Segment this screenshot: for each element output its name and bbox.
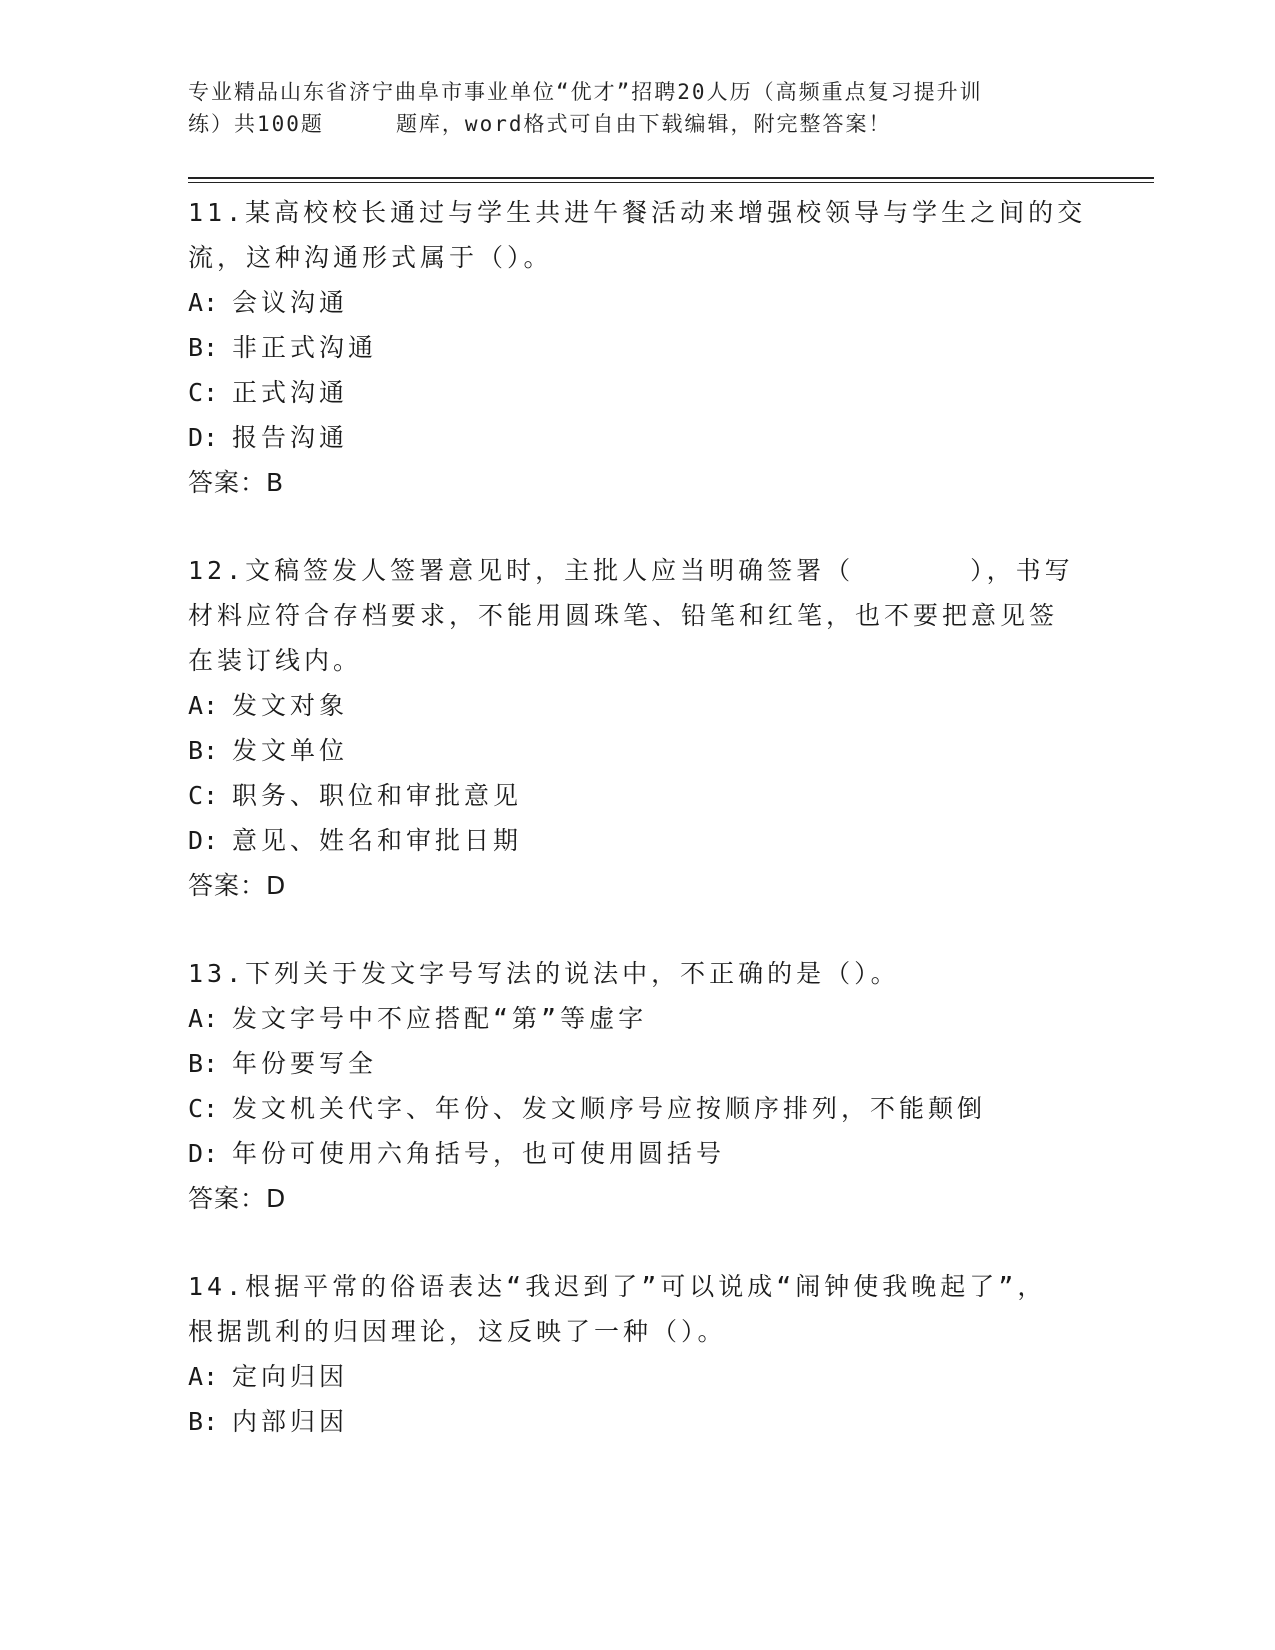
option-letter: B:: [188, 736, 219, 765]
question-text-line: 13.下列关于发文字号写法的说法中，不正确的是（）。: [188, 959, 900, 988]
question-text-line: 12.文稿签发人签署意见时，主批人应当明确签署（ ），书写: [188, 556, 1074, 585]
option-letter: B:: [188, 1049, 219, 1078]
question-text-line: 材料应符合存档要求，不能用圆珠笔、铅笔和红笔，也不要把意见签: [188, 601, 1059, 630]
option-letter: D:: [188, 423, 219, 452]
option-text: 会议沟通: [232, 288, 349, 317]
option-text: 正式沟通: [232, 378, 349, 407]
header-line-1: 专业精品山东省济宁曲阜市事业单位“优才”招聘20人历（高频重点复习提升训: [188, 80, 983, 104]
option-text: 报告沟通: [232, 423, 349, 452]
option-d: [188, 818, 1088, 863]
option-text: 年份要写全: [232, 1049, 378, 1078]
question-text-line: 流，这种沟通形式属于（）。: [188, 243, 553, 272]
option-letter: B:: [188, 333, 219, 362]
question-14: [188, 1264, 1088, 1444]
answer-line: 答案：D: [188, 1184, 287, 1213]
option-c: [188, 773, 1088, 818]
option-letter: C:: [188, 1094, 219, 1123]
header-line-2: [188, 108, 1088, 140]
header-line-2b: 题库，word格式可自由下载编辑，附完整答案！: [395, 112, 892, 136]
option-letter: A:: [188, 288, 219, 317]
answer-line: 答案：B: [188, 468, 285, 497]
option-letter: B:: [188, 1407, 219, 1436]
option-letter: D:: [188, 1139, 219, 1168]
option-text: 发文单位: [232, 736, 349, 765]
option-d: [188, 1131, 1088, 1176]
option-b: [188, 728, 1088, 773]
option-letter: C:: [188, 781, 219, 810]
option-text: 内部归因: [232, 1407, 349, 1436]
header-line-2a: 练）共100题: [188, 112, 324, 136]
answer-line: 答案：D: [188, 871, 287, 900]
option-a: [188, 280, 1088, 325]
document-header: [188, 76, 1088, 140]
question-13: [188, 951, 1088, 1221]
option-text: 年份可使用六角括号，也可使用圆括号: [232, 1139, 726, 1168]
option-d: [188, 415, 1088, 460]
question-text-line: 11.某高校校长通过与学生共进午餐活动来增强校领导与学生之间的交: [188, 198, 1087, 227]
option-a: [188, 683, 1088, 728]
option-letter: C:: [188, 378, 219, 407]
option-text: 定向归因: [232, 1362, 349, 1391]
question-11: [188, 190, 1088, 505]
option-b: [188, 325, 1088, 370]
option-letter: A:: [188, 1362, 219, 1391]
option-text: 发文机关代字、年份、发文顺序号应按顺序排列，不能颠倒: [232, 1094, 987, 1123]
option-c: [188, 1086, 1088, 1131]
header-divider-thin: [188, 182, 1154, 183]
question-text-line: 根据凯利的归因理论，这反映了一种（）。: [188, 1317, 727, 1346]
option-text: 发文对象: [232, 691, 349, 720]
question-list: [188, 190, 1088, 1444]
option-text: 非正式沟通: [232, 333, 378, 362]
option-b: [188, 1399, 1088, 1444]
option-a: [188, 1354, 1088, 1399]
option-text: 发文字号中不应搭配“第”等虚字: [232, 1004, 648, 1033]
option-b: [188, 1041, 1088, 1086]
option-c: [188, 370, 1088, 415]
option-letter: A:: [188, 1004, 219, 1033]
option-text: 意见、姓名和审批日期: [232, 826, 523, 855]
option-letter: D:: [188, 826, 219, 855]
option-text: 职务、职位和审批意见: [232, 781, 523, 810]
option-a: [188, 996, 1088, 1041]
question-12: [188, 548, 1088, 908]
option-letter: A:: [188, 691, 219, 720]
question-text-line: 在装订线内。: [188, 646, 363, 675]
header-divider-thick: [188, 177, 1154, 179]
question-text-line: 14.根据平常的俗语表达“我迟到了”可以说成“闹钟使我晚起了”，: [188, 1272, 1047, 1301]
